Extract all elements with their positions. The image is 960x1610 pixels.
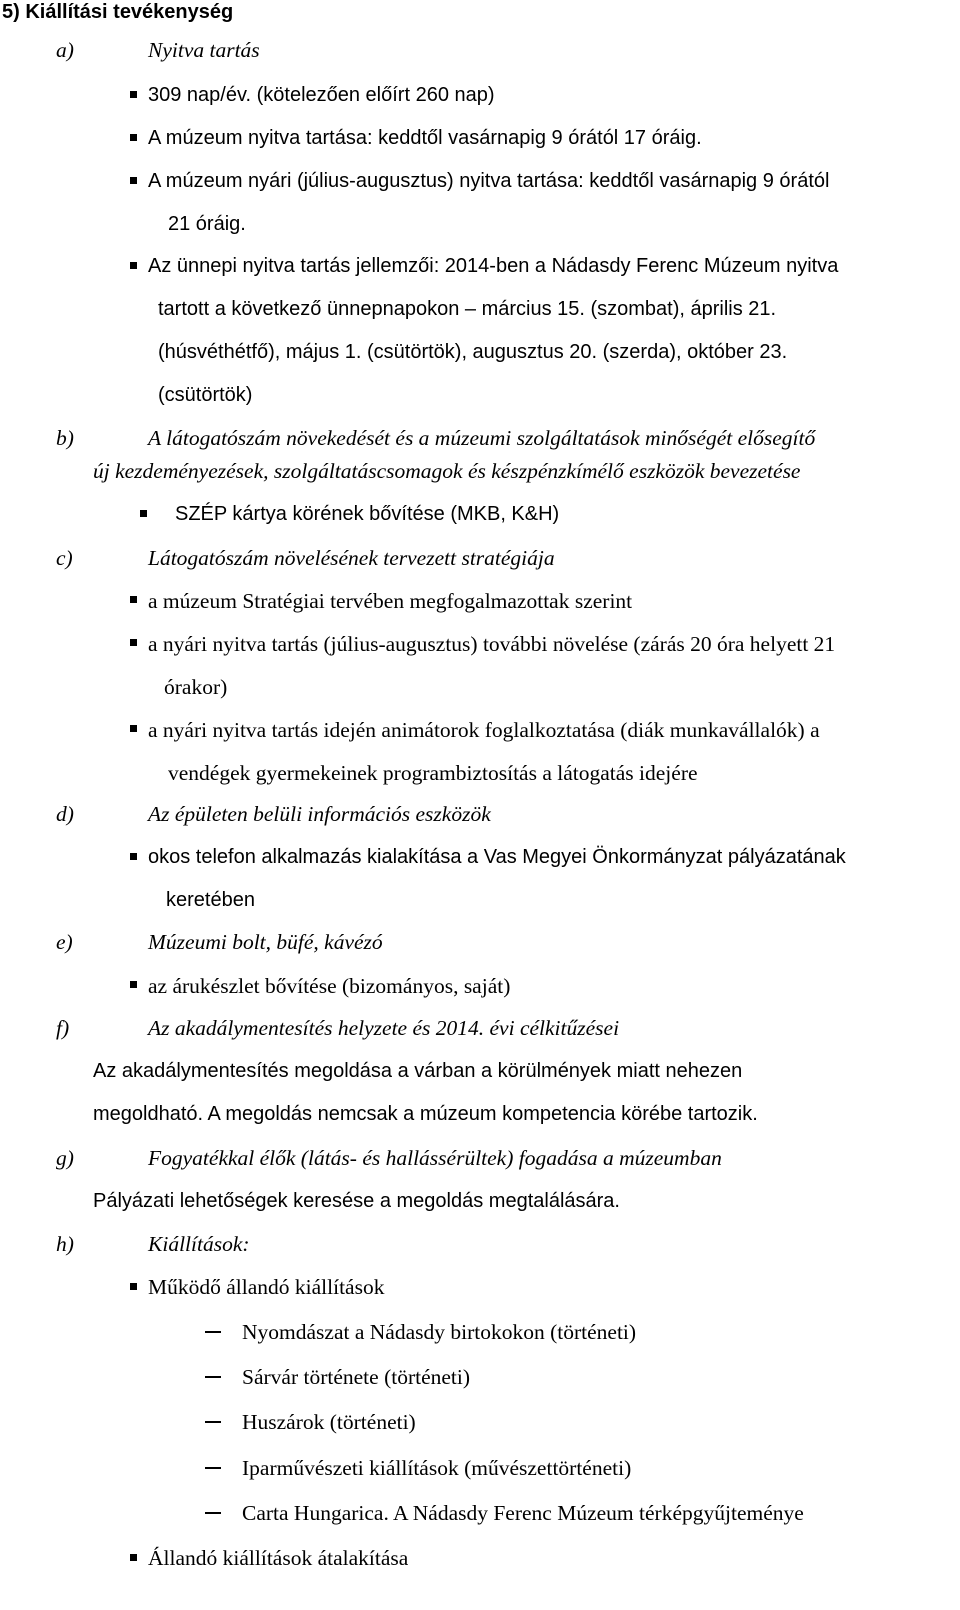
list-item-continuation: 21 óráig. (168, 213, 246, 235)
sub-list-item: Iparművészeti kiállítások (művészettörténeti) (242, 1456, 632, 1480)
bullet-icon (130, 981, 137, 988)
list-item-continuation: (csütörtök) (158, 384, 253, 406)
paragraph-line: megoldható. A megoldás nemcsak a múzeum kompetencia körébe tartozik. (93, 1103, 758, 1125)
list-item: okos telefon alkalmazás kialakítása a Vas Megyei Önkormányzat pályázatának (148, 846, 846, 868)
list-item: A múzeum nyitva tartása: keddtől vasárnapig 9 órától 17 óráig. (148, 127, 702, 149)
sub-list-item: Nyomdászat a Nádasdy birtokokon (történeti) (242, 1320, 637, 1344)
list-item-continuation: (húsvéthétfő), május 1. (csütörtök), augusztus 20. (szerda), október 23. (158, 341, 788, 363)
section-heading: 5) Kiállítási tevékenység (2, 1, 234, 23)
section-f-title: Az akadálymentesítés helyzete és 2014. évi célkitűzései (148, 1016, 620, 1040)
section-f-letter: f) (56, 1016, 70, 1040)
bullet-icon (130, 262, 137, 269)
list-item: 309 nap/év. (kötelezően előírt 260 nap) (148, 84, 495, 106)
list-item: a múzeum Stratégiai tervében megfogalmazottak szerint (148, 589, 633, 613)
list-item: az árukészlet bővítése (bizományos, saját) (148, 974, 511, 998)
list-item-continuation: órakor) (164, 675, 228, 699)
list-item-continuation: tartott a következő ünnepnapokon – március 15. (szombat), április 21. (158, 298, 777, 320)
list-item: a nyári nyitva tartás idején animátorok foglalkoztatása (diák munkavállalók) a (148, 718, 820, 742)
bullet-icon (130, 134, 137, 141)
list-item: a nyári nyitva tartás (július-augusztus) további növelése (zárás 20 óra helyett 21 (148, 632, 836, 656)
list-item-continuation: keretében (166, 889, 255, 911)
section-a-title: Nyitva tartás (148, 38, 260, 62)
list-item: A múzeum nyári (július-augusztus) nyitva tartása: keddtől vasárnapig 9 órától (148, 170, 830, 192)
paragraph-line: Az akadálymentesítés megoldása a várban a körülmények miatt nehezen (93, 1060, 743, 1082)
sub-list-item: Sárvár története (történeti) (242, 1365, 471, 1389)
dash-icon (205, 1421, 221, 1423)
bullet-icon (130, 639, 137, 646)
list-item: SZÉP kártya körének bővítése (MKB, K&H) (175, 503, 560, 525)
section-a-letter: a) (56, 38, 74, 62)
bullet-icon (130, 725, 137, 732)
bullet-icon (130, 853, 137, 860)
bullet-icon (140, 510, 147, 517)
bullet-icon (130, 1554, 137, 1561)
section-d-title: Az épületen belüli információs eszközök (148, 802, 491, 826)
section-d-letter: d) (56, 802, 74, 826)
list-item: Működő állandó kiállítások (148, 1275, 385, 1299)
section-b-letter: b) (56, 426, 74, 450)
section-c-letter: c) (56, 546, 73, 570)
dash-icon (205, 1331, 221, 1333)
dash-icon (205, 1512, 221, 1514)
section-g-title: Fogyatékkal élők (látás- és hallássérültek) fogadása a múzeumban (148, 1146, 722, 1170)
bullet-icon (130, 1283, 137, 1290)
section-b-title-continuation: új kezdeményezések, szolgáltatáscsomagok és készpénzkímélő eszközök bevezetése (93, 459, 801, 483)
sub-list-item: Huszárok (történeti) (242, 1410, 416, 1434)
dash-icon (205, 1376, 221, 1378)
section-e-letter: e) (56, 930, 73, 954)
section-g-letter: g) (56, 1146, 74, 1170)
bullet-icon (130, 91, 137, 98)
dash-icon (205, 1467, 221, 1469)
section-e-title: Múzeumi bolt, büfé, kávézó (148, 930, 383, 954)
list-item: Állandó kiállítások átalakítása (148, 1546, 409, 1570)
section-h-letter: h) (56, 1232, 74, 1256)
list-item-continuation: vendégek gyermekeinek programbiztosítás a látogatás idejére (168, 761, 698, 785)
paragraph-line: Pályázati lehetőségek keresése a megoldás megtalálására. (93, 1190, 620, 1212)
bullet-icon (130, 596, 137, 603)
sub-list-item: Carta Hungarica. A Nádasdy Ferenc Múzeum térképgyűjteménye (242, 1501, 804, 1525)
section-c-title: Látogatószám növelésének tervezett stratégiája (148, 546, 555, 570)
section-b-title: A látogatószám növekedését és a múzeumi szolgáltatások minőségét elősegítő (148, 426, 816, 450)
section-h-title: Kiállítások: (148, 1232, 250, 1256)
bullet-icon (130, 177, 137, 184)
list-item: Az ünnepi nyitva tartás jellemzői: 2014-ben a Nádasdy Ferenc Múzeum nyitva (148, 255, 839, 277)
